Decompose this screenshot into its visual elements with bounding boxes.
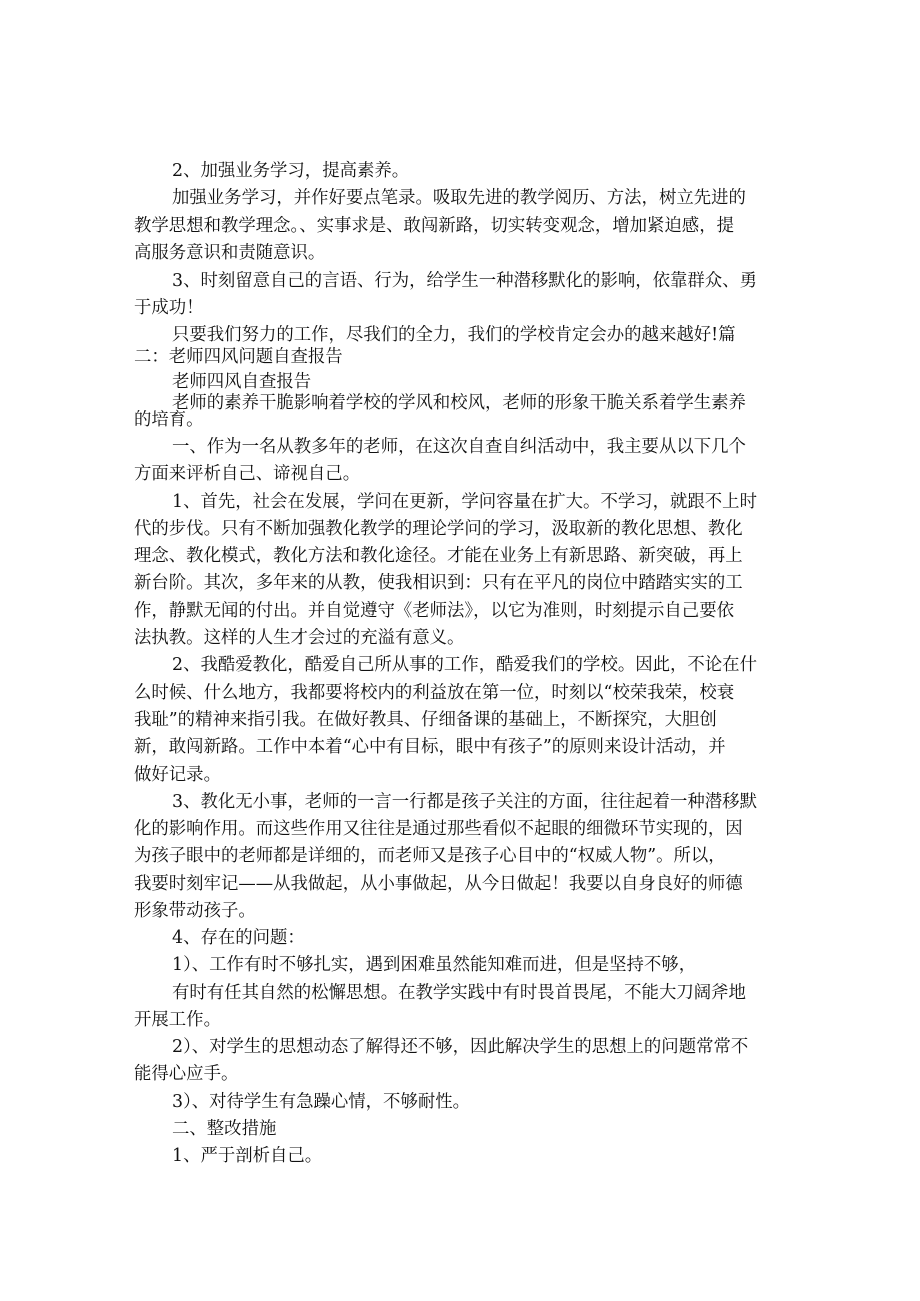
text-line: 新台阶。其次，多年来的从教，使我相识到：只有在平凡的岗位中踏踏实实的工 xyxy=(134,573,743,593)
text-line: 2、加强业务学习，提高素养。 xyxy=(172,161,410,181)
text-line: 3）、对待学生有急躁心情，不够耐性。 xyxy=(172,1092,471,1112)
text-line: 我要时刻牢记——从我做起，从小事做起，从今日做起！我要以自身良好的师德 xyxy=(134,874,743,894)
text-line: 理念、教化模式，教化方法和教化途径。才能在业务上有新思路、新突破，再上 xyxy=(134,546,743,566)
text-line: 1、严于剖析自己。 xyxy=(172,1146,323,1166)
text-line: 代的步伐。只有不断加强教化教学的理论学问的学习，汲取新的教化思想、教化 xyxy=(134,519,743,539)
text-line: 2）、对学生的思想动态了解得还不够，因此解决学生的思想上的问题常常不 xyxy=(172,1037,749,1057)
text-line: 么时候、什么地方，我都要将校内的利益放在第一位，时刻以“校荣我荣，校衰 xyxy=(134,683,735,703)
text-line: 的培育。 xyxy=(134,410,204,430)
text-line: 加强业务学习，并作好要点笔录。吸取先进的教学阅历、方法，树立先进的 xyxy=(172,188,746,208)
text-line: 做好记录。 xyxy=(134,765,221,785)
text-line: 1）、工作有时不够扎实，遇到困难虽然能知难而进，但是坚持不够， xyxy=(172,955,697,975)
text-line: 老师四风自查报告 xyxy=(172,372,312,392)
text-line: 2、我酷爱教化，酷爱自己所从事的工作，酷爱我们的学校。因此，不论在什 xyxy=(172,655,757,675)
text-line: 开展工作。 xyxy=(134,1010,221,1030)
text-line: 作，静默无闻的付出。并自觉遵守《老师法》，以它为准则，时刻提示自己要依 xyxy=(134,601,734,621)
text-line: 3、时刻留意自己的言语、行为，给学生一种潜移默化的影响，依靠群众、勇 xyxy=(172,271,757,291)
text-line: 化的影响作用。而这些作用又往往是通过那些看似不起眼的细微环节实现的，因 xyxy=(134,819,743,839)
text-line: 二：老师四风问题自查报告 xyxy=(134,347,343,367)
text-line: 教学思想和教学理念。、实事求是、敢闯新路，切实转变观念，增加紧迫感，提 xyxy=(134,216,734,236)
text-line: 老师的素养干脆影响着学校的学风和校风，老师的形象干脆关系着学生素养 xyxy=(172,393,746,413)
text-line: 1、首先，社会在发展，学问在更新，学问容量在扩大。不学习，就跟不上时 xyxy=(172,492,757,512)
text-line: 新，敢闯新路。工作中本着“心中有目标，眼中有孩子”的原则来设计活动，并 xyxy=(134,737,726,757)
text-line: 3、教化无小事，老师的一言一行都是孩子关注的方面，往往起着一种潜移默 xyxy=(172,792,757,812)
text-line: 我耻”的精神来指引我。在做好教具、仔细备课的基础上，不断探究，大胆创 xyxy=(134,710,717,730)
text-line: 法执教。这样的人生才会过的充溢有意义。 xyxy=(134,628,465,648)
text-line: 高服务意识和责随意识。 xyxy=(134,243,326,263)
text-line: 方面来评析自己、谛视自己。 xyxy=(134,464,361,484)
text-line: 只要我们努力的工作，尽我们的全力，我们的学校肯定会办的越来越好!篇 xyxy=(172,325,736,345)
text-line: 有时有任其自然的松懈思想。在教学实践中有时畏首畏尾，不能大刀阔斧地 xyxy=(172,983,746,1003)
text-line: 二、整改措施 xyxy=(172,1119,277,1139)
text-line: 形象带动孩子。 xyxy=(134,901,256,921)
text-line: 为孩子眼中的老师都是详细的，而老师又是孩子心目中的“权威人物”。所以， xyxy=(134,846,726,866)
text-line: 能得心应手。 xyxy=(134,1064,239,1084)
text-line: 一、作为一名从教多年的老师，在这次自查自纠活动中，我主要从以下几个 xyxy=(172,437,746,457)
text-line: 于成功！ xyxy=(134,298,204,318)
text-line: 4、存在的问题： xyxy=(172,928,305,948)
